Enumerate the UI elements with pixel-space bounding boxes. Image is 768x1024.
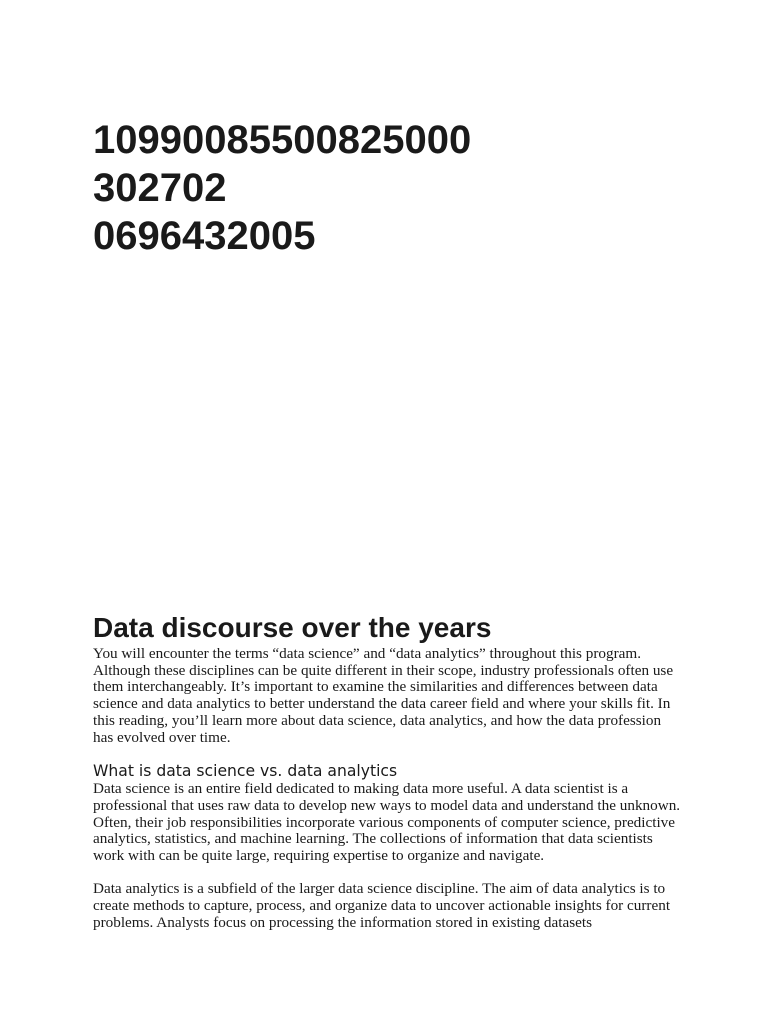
document-id-block — [93, 116, 693, 260]
article-body — [93, 610, 683, 931]
article-title: Data discourse over the years — [93, 612, 492, 643]
data-science-paragraph: Data science is an entire field dedicated to making data more useful. A data scientist is a professional that uses raw data to develop new ways to model data and understand the unknown. Often, their job responsibilities incorporate various components of computer science, predictive analytics, statistics, and machine learning. The collections of information that data scientists work with can be quite large, requiring expertise to organize and navigate. — [93, 780, 681, 865]
data-analytics-paragraph: Data analytics is a subfield of the larger data science discipline. The aim of data analytics is to create methods to capture, process, and organize data to uncover actionable insights for current problems. Analysts focus on processing the information stored in existing datasets — [93, 880, 671, 931]
document-id-line-2: 302702 — [93, 166, 227, 210]
section-heading: What is data science vs. data analytics — [93, 762, 398, 781]
document-id-line-1: 10990085500825000 — [93, 118, 472, 162]
document-id-line-3: 0696432005 — [93, 214, 316, 258]
intro-paragraph: You will encounter the terms “data science” and “data analytics” throughout this program. Although these disciplines can be quite different in their scope, industry professionals often use them interchangeably. It’s important to examine the similarities and differences between data science and data analytics to better understand the data career field and where your skills fit. In this reading, you’ll learn more about data science, data analytics, and how the data profession has evolved over time. — [93, 645, 674, 746]
